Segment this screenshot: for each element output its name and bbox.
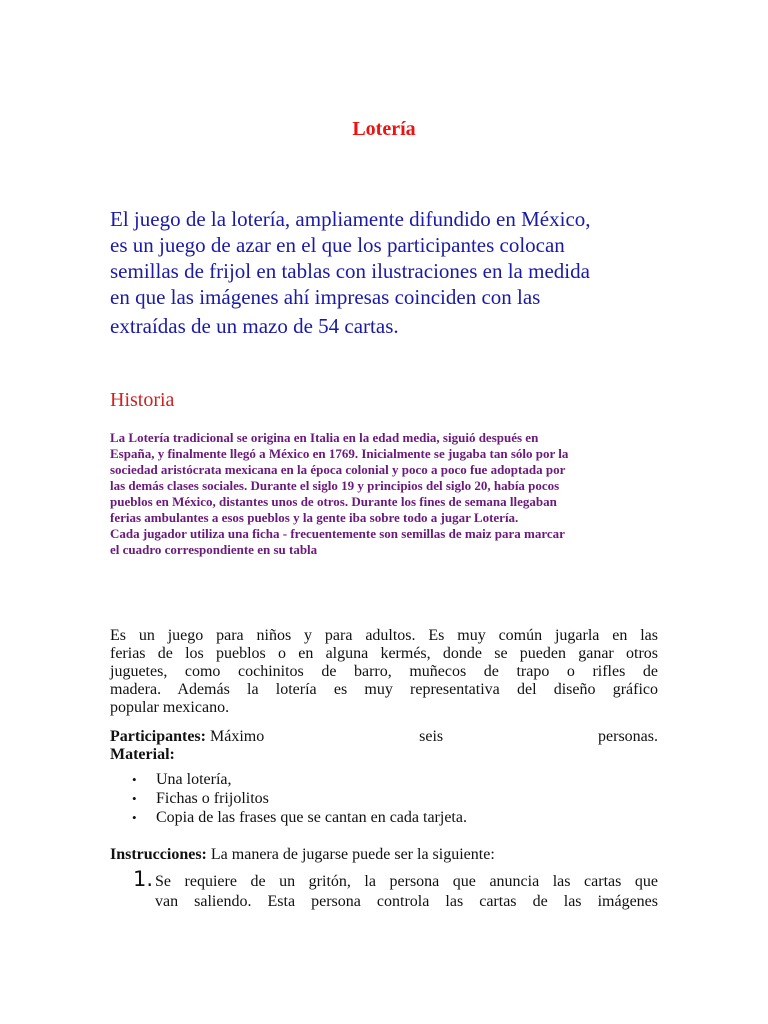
body-line: ferias de los pueblos o en alguna kermés, donde se pueden ganar otros xyxy=(110,645,658,662)
participants-line xyxy=(110,728,658,746)
instruction-step xyxy=(133,867,658,912)
list-item xyxy=(130,789,467,808)
body-line: Es un juego para niños y para adultos. Es muy común jugarla en las xyxy=(110,627,658,644)
game-description-paragraph xyxy=(110,627,658,717)
intro-paragraph xyxy=(110,206,650,339)
intro-line: en que las imágenes ahí impresas coinciden con las xyxy=(110,285,541,309)
history-line: España, y finalmente llegó a México en 1769. Inicialmente se jugaba tan sólo por la xyxy=(110,446,569,461)
history-paragraph xyxy=(110,430,670,558)
participants-label: Participantes: xyxy=(110,728,206,745)
participants-word: seis xyxy=(419,728,444,745)
bullet-icon: • xyxy=(132,772,137,787)
body-line: popular mexicano. xyxy=(110,699,230,716)
materials-list xyxy=(130,770,467,827)
participants-first xyxy=(110,728,264,746)
history-line: el cuadro correspondiente en su tabla xyxy=(110,542,318,557)
material-label: Material: xyxy=(110,746,175,763)
bullet-icon: • xyxy=(132,791,137,806)
history-line: pueblos en México, distantes unos de otros. Durante los fines de semana llegaban xyxy=(110,494,557,509)
history-line: sociedad aristócrata mexicana en la época colonial y poco a poco fue adoptada por xyxy=(110,462,566,477)
body-line: juguetes, como cochinitos de barro, muñecos de trapo o rifles de xyxy=(110,663,658,680)
history-heading: Historia xyxy=(110,389,175,411)
body-line: madera. Además la lotería es muy representativa del diseño gráfico xyxy=(110,681,658,698)
instructions-label: Instrucciones: xyxy=(110,846,207,863)
step-line: Se requiere de un gritón, la persona que anuncia las cartas que xyxy=(155,873,658,890)
list-item xyxy=(130,808,467,827)
intro-line: El juego de la lotería, ampliamente difundido en México, xyxy=(110,207,591,231)
step-line: van saliendo. Esta persona controla las cartas de las imágenes xyxy=(155,893,658,910)
material-item-text: Copia de las frases que se cantan en cada tarjeta. xyxy=(156,809,467,826)
step-text xyxy=(155,872,658,912)
instructions-text: La manera de jugarse puede ser la siguiente: xyxy=(210,846,495,863)
step-number: 1. xyxy=(133,867,154,891)
intro-line: extraídas de un mazo de 54 cartas. xyxy=(110,314,399,338)
document-title: Lotería xyxy=(352,118,416,140)
bullet-icon: • xyxy=(132,810,137,825)
participants-word: personas. xyxy=(598,728,658,745)
material-item-text: Una lotería, xyxy=(156,771,232,788)
intro-line: es un juego de azar en el que los participantes colocan xyxy=(110,233,565,257)
history-line: las demás clases sociales. Durante el siglo 19 y principios del siglo 20, había pocos xyxy=(110,478,560,493)
list-item xyxy=(130,770,467,789)
material-item-text: Fichas o frijolitos xyxy=(156,790,269,807)
history-line: ferias ambulantes a esos pueblos y la gente iba sobre todo a jugar Lotería. xyxy=(110,510,519,525)
participants-word: Máximo xyxy=(209,728,265,745)
intro-line: semillas de frijol en tablas con ilustraciones en la medida xyxy=(110,259,590,283)
instructions-line xyxy=(110,846,495,864)
history-line: La Lotería tradicional se origina en Italia en la edad media, siguió después en xyxy=(110,430,539,445)
history-line: Cada jugador utiliza una ficha - frecuentemente son semillas de maiz para marcar xyxy=(110,526,565,541)
